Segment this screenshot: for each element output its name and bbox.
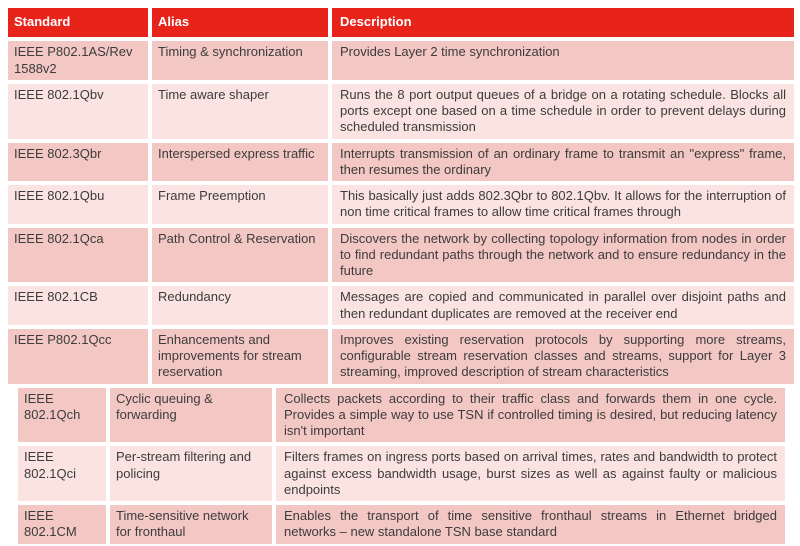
cell-alias: Timing & synchronization bbox=[152, 41, 328, 80]
header-cell-standard: Standard bbox=[8, 8, 148, 37]
cell-description: Messages are copied and communicated in parallel over disjoint paths and then redundant duplicates are removed at the receiver end bbox=[332, 286, 794, 325]
cell-description: Improves existing reservation protocols by supporting more streams, configurable stream reservation classes and streams, support for Layer 3 streaming, improved description of stream characteristics bbox=[332, 329, 794, 384]
cell-description: Filters frames on ingress ports based on arrival times, rates and bandwidth to protect against excess bandwidth usage, burst sizes as well as against faulty or malicious endpoints bbox=[276, 446, 785, 501]
indented-table-section bbox=[18, 388, 785, 544]
table-row bbox=[18, 446, 785, 501]
table-row bbox=[18, 505, 785, 544]
cell-alias: Time aware shaper bbox=[152, 84, 328, 139]
cell-standard: IEEE 802.1CB bbox=[8, 286, 148, 325]
cell-standard: IEEE 802.1CM bbox=[18, 505, 106, 544]
cell-standard: IEEE P802.1Qcc bbox=[8, 329, 148, 384]
header-cell-alias: Alias bbox=[152, 8, 328, 37]
cell-alias: Interspersed express traffic bbox=[152, 143, 328, 182]
header-cell-description: Description bbox=[332, 8, 794, 37]
table-row bbox=[8, 84, 794, 139]
cell-description: Interrupts transmission of an ordinary frame to transmit an "express" frame, then resumes the ordinary bbox=[332, 143, 794, 182]
cell-alias: Redundancy bbox=[152, 286, 328, 325]
table-row bbox=[8, 143, 794, 182]
cell-alias: Enhancements and improvements for stream reservation bbox=[152, 329, 328, 384]
cell-alias: Cyclic queuing & forwarding bbox=[110, 388, 272, 443]
cell-standard: IEEE 802.1Qch bbox=[18, 388, 106, 443]
cell-description: Collects packets according to their traffic class and forwards them in one cycle. Provides a simple way to use TSN if controlled timing is desired, but reducing latency isn't important bbox=[276, 388, 785, 443]
cell-standard: IEEE 802.3Qbr bbox=[8, 143, 148, 182]
cell-description: This basically just adds 802.3Qbr to 802.1Qbv. It allows for the interruption of non time critical frames to allow time critical frames through bbox=[332, 185, 794, 224]
cell-standard: IEEE P802.1AS/Rev 1588v2 bbox=[8, 41, 148, 80]
table-row bbox=[8, 185, 794, 224]
cell-description: Discovers the network by collecting topology information from nodes in order to find redundant paths through the network and to ensure redundancy in the future bbox=[332, 228, 794, 283]
cell-description: Enables the transport of time sensitive fronthaul streams in Ethernet bridged networks – new standalone TSN base standard bbox=[276, 505, 785, 544]
cell-alias: Per-stream filtering and policing bbox=[110, 446, 272, 501]
cell-description: Provides Layer 2 time synchronization bbox=[332, 41, 794, 80]
cell-standard: IEEE 802.1Qbv bbox=[8, 84, 148, 139]
table-row bbox=[8, 329, 794, 384]
cell-standard: IEEE 802.1Qca bbox=[8, 228, 148, 283]
table-row bbox=[18, 388, 785, 443]
table-row bbox=[8, 286, 794, 325]
cell-standard: IEEE 802.1Qbu bbox=[8, 185, 148, 224]
table-row bbox=[8, 228, 794, 283]
cell-standard: IEEE 802.1Qci bbox=[18, 446, 106, 501]
cell-alias: Frame Preemption bbox=[152, 185, 328, 224]
table-row bbox=[8, 41, 794, 80]
cell-description: Runs the 8 port output queues of a bridge on a rotating schedule. Blocks all ports except one based on a time schedule in order to prevent delays during scheduled transmission bbox=[332, 84, 794, 139]
table-header-row bbox=[8, 8, 794, 37]
cell-alias: Time-sensitive network for fronthaul bbox=[110, 505, 272, 544]
cell-alias: Path Control & Reservation bbox=[152, 228, 328, 283]
